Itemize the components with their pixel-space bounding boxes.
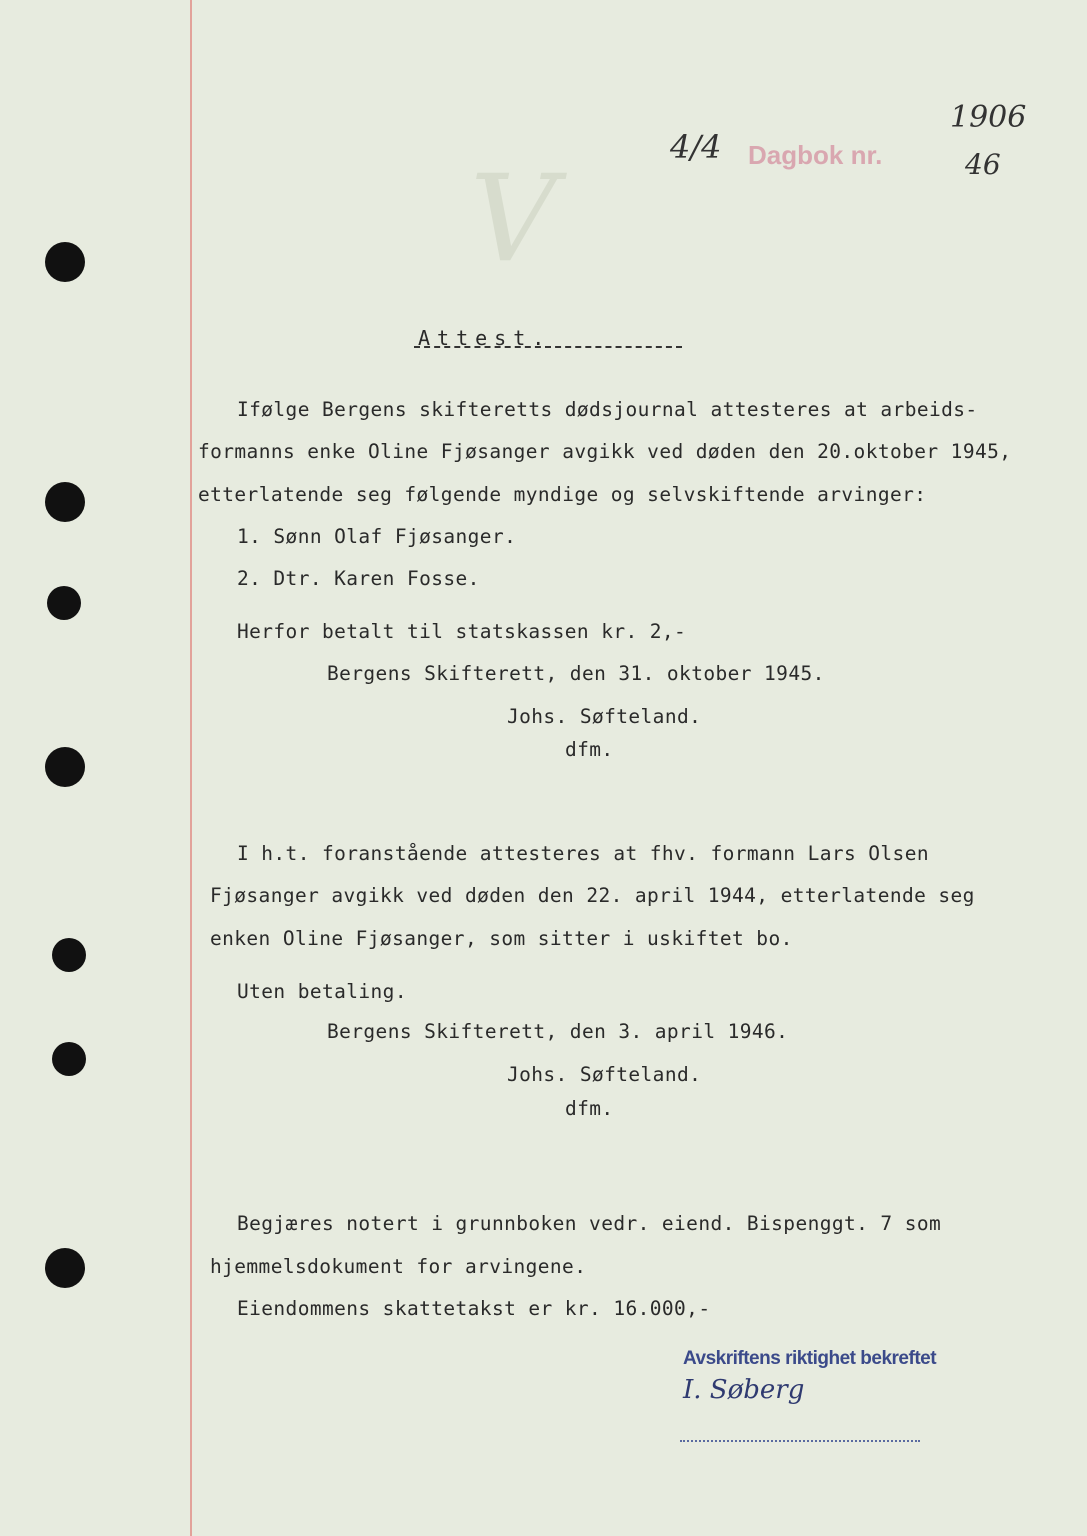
document-title: Attest.	[418, 326, 552, 350]
punch-hole-5	[52, 938, 86, 972]
text-line-10: I h.t. foranstående attesteres at fhv. formann Lars Olsen	[237, 842, 929, 865]
text-line-16: dfm.	[565, 1097, 614, 1120]
signature: I. Søberg	[683, 1375, 805, 1405]
margin-line	[190, 0, 192, 1536]
punch-hole-7	[45, 1248, 85, 1288]
text-line-7: Bergens Skifterett, den 31. oktober 1945.	[327, 662, 825, 685]
punch-hole-2	[45, 482, 85, 522]
date-note: 4/4	[670, 128, 722, 166]
text-line-11: Fjøsanger avgikk ved døden den 22. april 1944, etterlatende seg	[210, 884, 975, 907]
faint-background-mark: V	[470, 150, 557, 289]
text-line-9: dfm.	[565, 738, 614, 761]
punch-hole-3	[47, 586, 81, 620]
text-line-3: etterlatende seg følgende myndige og selvskiftende arvinger:	[198, 483, 927, 506]
title-underline	[414, 346, 682, 348]
text-line-13: Uten betaling.	[237, 980, 407, 1003]
journal-number: 1906	[950, 100, 1027, 135]
text-line-2: formanns enke Oline Fjøsanger avgikk ved døden den 20.oktober 1945,	[198, 440, 1012, 463]
text-line-14: Bergens Skifterett, den 3. april 1946.	[327, 1020, 789, 1043]
text-line-5: 2. Dtr. Karen Fosse.	[237, 567, 480, 590]
punch-hole-4	[45, 747, 85, 787]
text-line-17: Begjæres notert i grunnboken vedr. eiend. Bispenggt. 7 som	[237, 1212, 942, 1235]
punch-hole-1	[45, 242, 85, 282]
text-line-6: Herfor betalt til statskassen kr. 2,-	[237, 620, 687, 643]
text-line-1: Ifølge Bergens skifteretts dødsjournal attesteres at arbeids-	[237, 398, 978, 421]
text-line-18: hjemmelsdokument for arvingene.	[210, 1255, 587, 1278]
year-note: 46	[965, 148, 1001, 181]
text-line-19: Eiendommens skattetakst er kr. 16.000,-	[237, 1297, 711, 1320]
text-line-12: enken Oline Fjøsanger, som sitter i uskiftet bo.	[210, 927, 793, 950]
punch-hole-6	[52, 1042, 86, 1076]
text-line-8: Johs. Søfteland.	[507, 705, 702, 728]
certification-stamp: Avskriftens riktighet bekreftet	[683, 1348, 937, 1369]
text-line-4: 1. Sønn Olaf Fjøsanger.	[237, 525, 517, 548]
dagbok-stamp: Dagbok nr.	[748, 140, 883, 170]
stamp-smudge	[680, 1440, 920, 1442]
text-line-15: Johs. Søfteland.	[507, 1063, 702, 1086]
